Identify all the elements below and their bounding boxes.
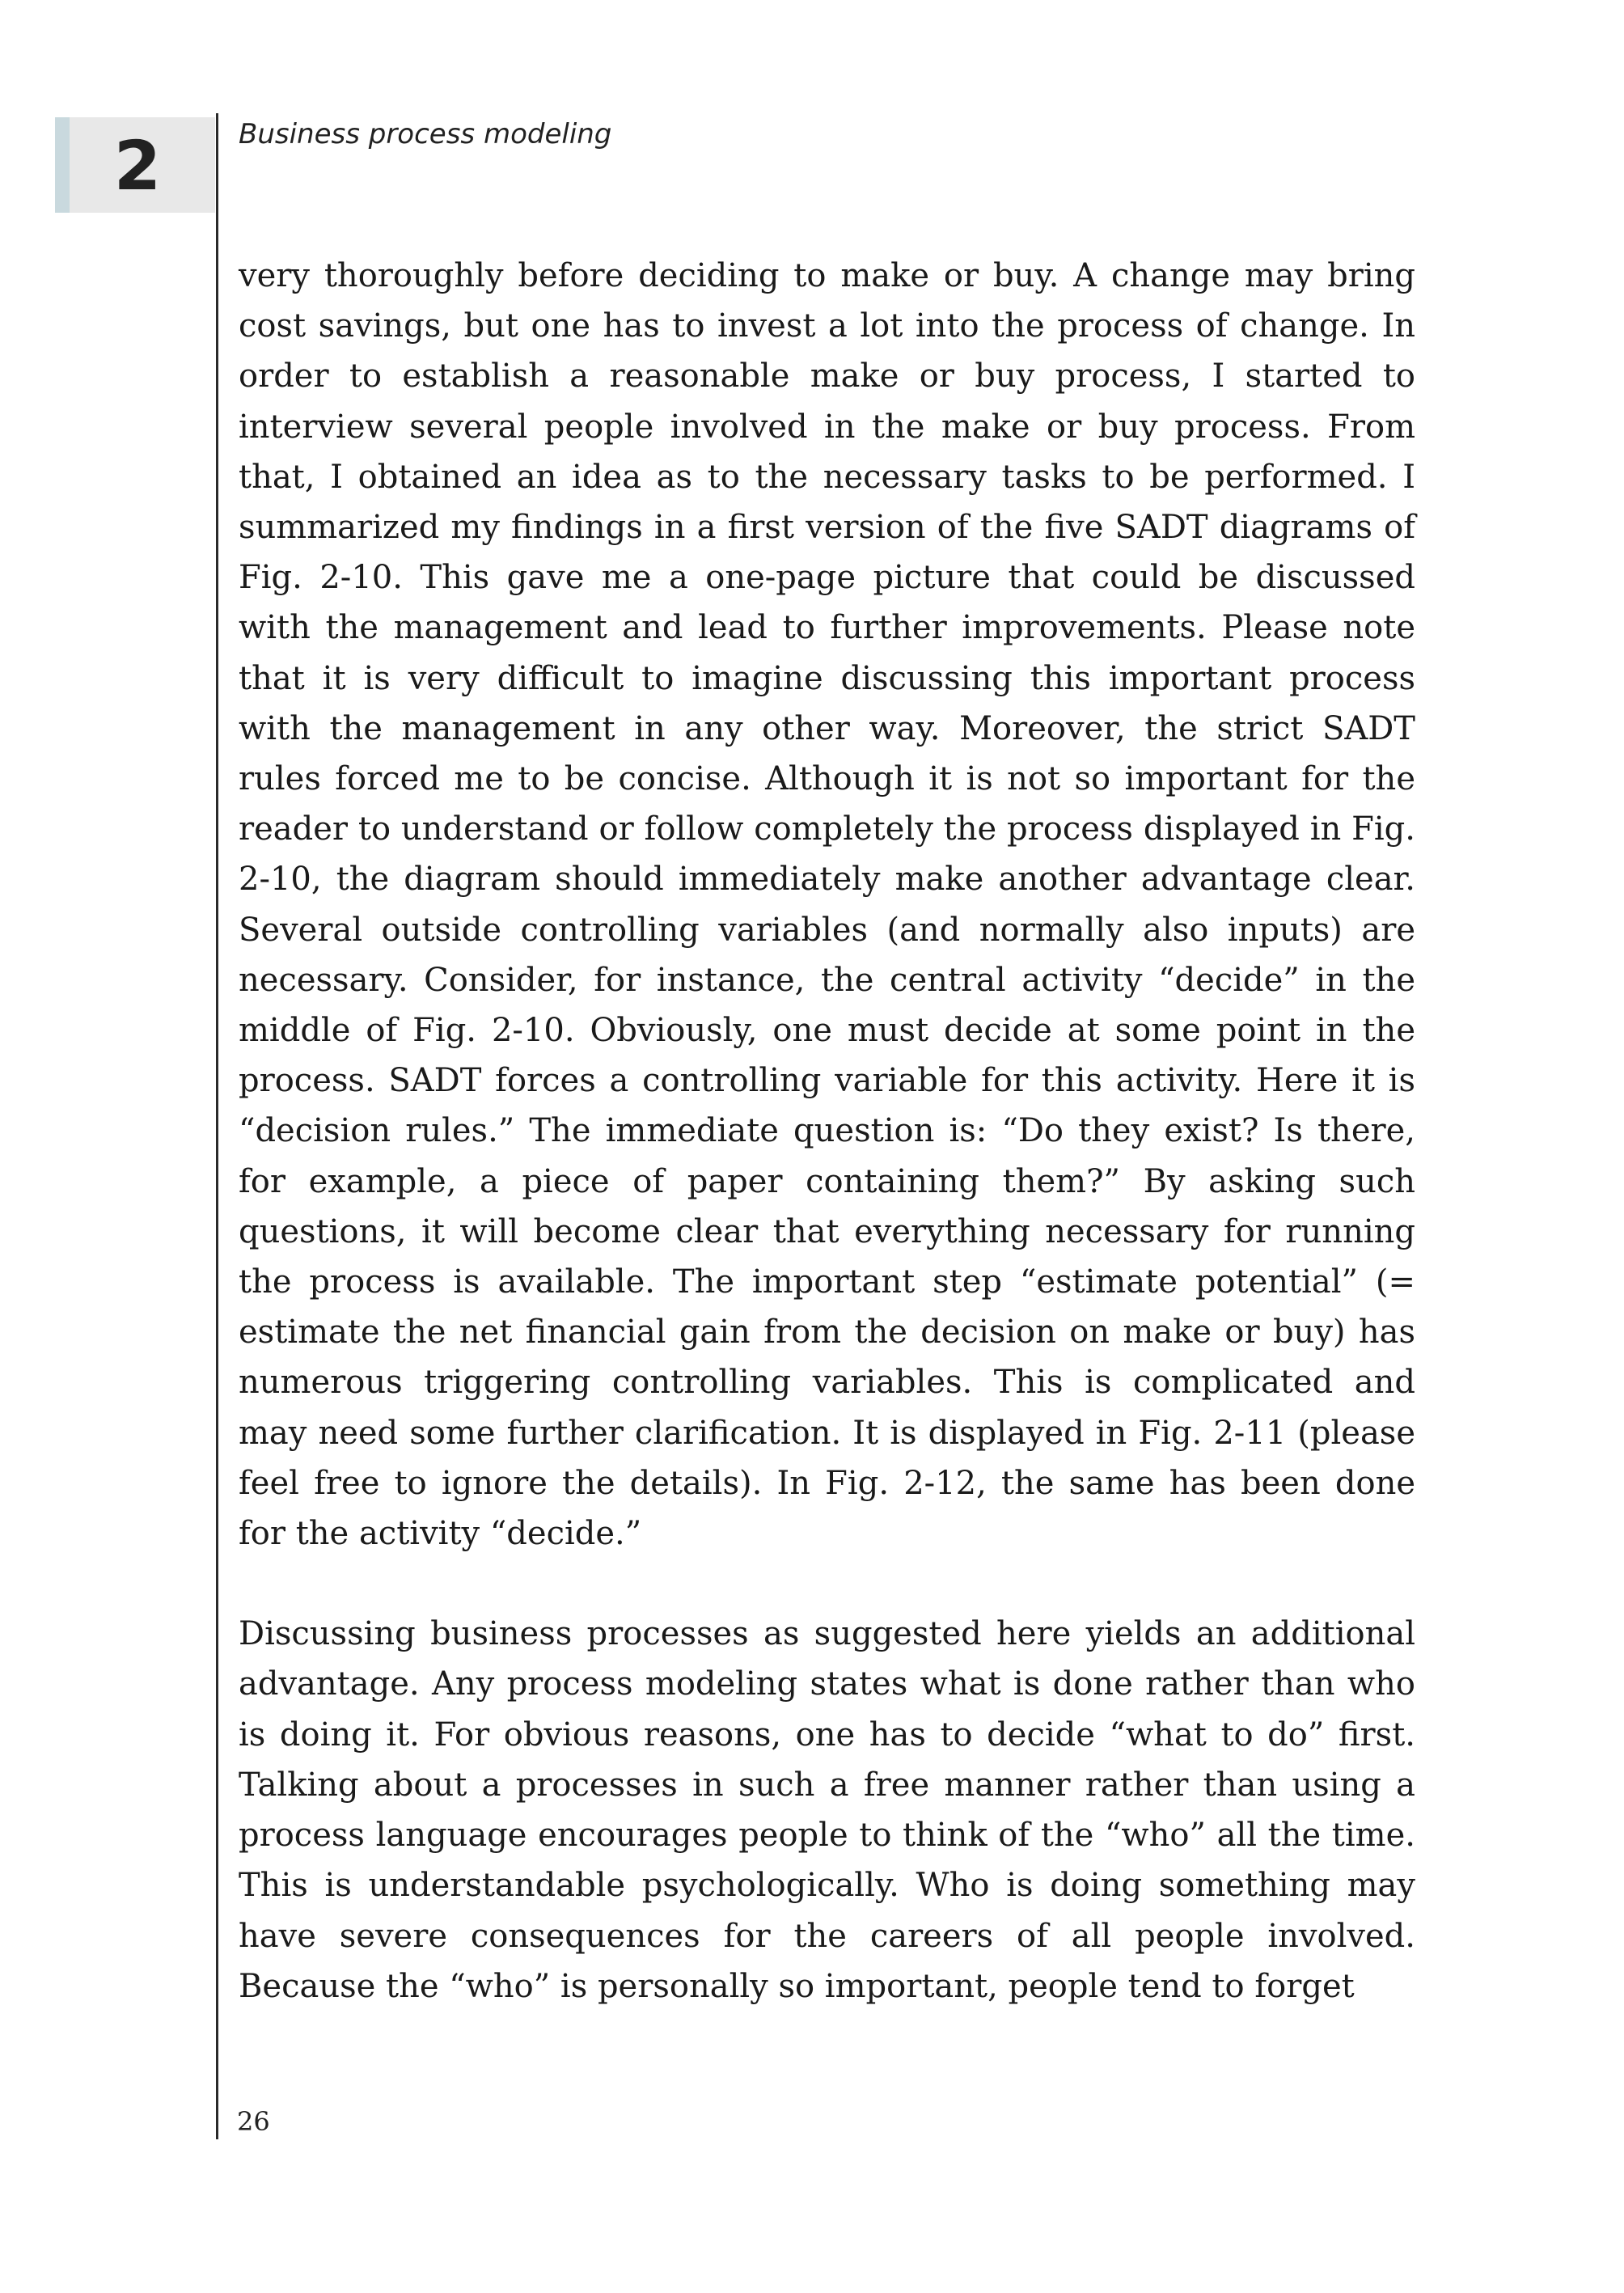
margin-rule — [216, 113, 218, 2139]
body-text — [239, 251, 1415, 2012]
running-title: Business process modeling — [239, 118, 612, 150]
chapter-number: 2 — [113, 126, 162, 205]
chapter-tab-accent — [55, 117, 70, 213]
page-number: 26 — [237, 2106, 270, 2137]
paragraph: very thoroughly before deciding to make or buy. A change may bring cost savings, but one has to invest a lot into the process of change. In order to establish a reasonable make or buy process, I started to interview several people involved in the make or buy process. From that, I obtained an idea as to the necessary tasks to be performed. I summarized my findings in a first version of the five SADT diagrams of Fig. 2-10. This gave me a one-page picture that could be discussed with the management and lead to further improvements. Please note that it is very difficult to imagine discussing this important process with the management in any other way. Moreover, the strict SADT rules forced me to be concise. Although it is not so important for the reader to understand or follow completely the process displayed in Fig. 2-10, the diagram should immediately make another advantage clear. Several outside controlling variables (and normally also inputs) are necessary. Consider, for instance, the central activity “decide” in the middle of Fig. 2-10. Obviously, one must decide at some point in the process. SADT forces a controlling variable for this activity. Here it is “decision rules.” The immediate question is: “Do they exist? Is there, for example, a piece of paper containing them?” By asking such questions, it will become clear that everything necessary for running the process is available. The important step “estimate potential” (= estimate the net financial gain from the decision on make or buy) has numerous triggering controlling variables. This is complicated and may need some further clarification. It is displayed in Fig. 2-11 (please feel free to ignore the details). In Fig. 2-12, the same has been done for the activity “decide.” — [239, 257, 1415, 1553]
paragraph: Discussing business processes as suggested here yields an additional advantage. Any process modeling states what is done rather than who is doing it. For obvious reasons, one has to decide “what to do” first. Talking about a processes in such a free manner rather than using a process language encourages people to think of the “who” all the time. This is understandable psychologically. Who is doing something may have severe consequences for the careers of all people involved. Because the “who” is personally so important, people tend to forget — [239, 1615, 1415, 2005]
